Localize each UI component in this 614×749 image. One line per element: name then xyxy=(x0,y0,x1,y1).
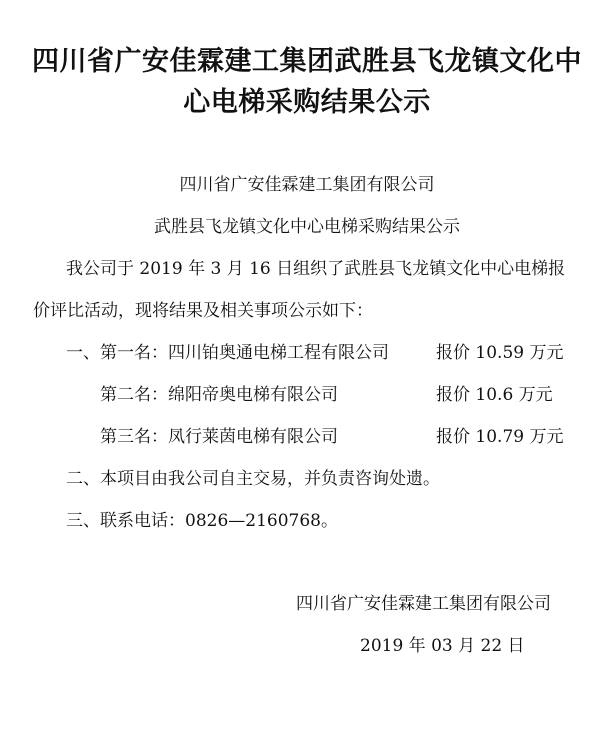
intro-line2: 价评比活动，现将结果及相关事项公示如下： xyxy=(33,301,373,321)
item-3-contact: 三、联系电话：0826—2160768。 xyxy=(66,511,338,531)
signature-date: 2019 年 03 月 22 日 xyxy=(360,636,525,656)
item-2: 二、本项目由我公司自主交易，并负责咨询处遗。 xyxy=(66,469,440,489)
header-subtitle: 武胜县飞龙镇文化中心电梯采购结果公示 xyxy=(154,217,460,237)
result-2-label: 第二名：绵阳帝奥电梯有限公司 xyxy=(100,385,338,405)
signature-company: 四川省广安佳霖建工集团有限公司 xyxy=(296,594,551,614)
result-1-price: 报价 10.59 万元 xyxy=(436,343,564,363)
document-title-line2: 心电梯采购结果公示 xyxy=(183,87,431,118)
result-2-price: 报价 10.6 万元 xyxy=(436,385,553,405)
result-3-label: 第三名：凤行莱茵电梯有限公司 xyxy=(100,427,338,447)
result-1-label: 一、第一名：四川铂奥通电梯工程有限公司 xyxy=(66,343,389,363)
document-title-line1: 四川省广安佳霖建工集团武胜县飞龙镇文化中 xyxy=(32,46,582,77)
intro-line1: 我公司于 2019 年 3 月 16 日组织了武胜县飞龙镇文化中心电梯报 xyxy=(66,259,566,279)
header-company: 四川省广安佳霖建工集团有限公司 xyxy=(179,175,435,195)
result-3-price: 报价 10.79 万元 xyxy=(436,427,564,447)
